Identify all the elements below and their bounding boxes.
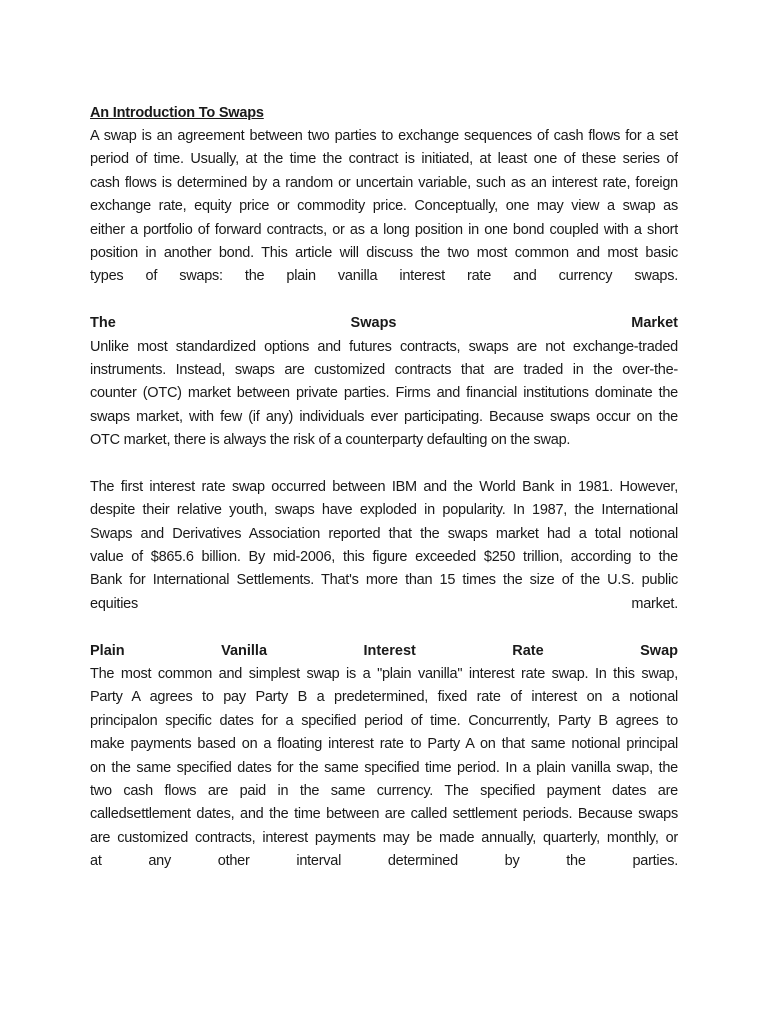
text-line: two cash flows are paid in the same currency. The specified payment dates are <box>90 782 678 799</box>
text-line: The most common and simplest swap is a "plain vanilla" interest rate swap. In this swap, <box>90 665 678 682</box>
paragraph-gap <box>90 616 678 639</box>
text-line: at any other interval determined by the parties. <box>90 853 678 870</box>
section-heading-plain-vanilla: Plain Vanilla Interest Rate Swap <box>90 642 678 659</box>
text-line: calledsettlement dates, and the time between are called settlement periods. Because swaps <box>90 806 678 823</box>
text-line: cash flows is determined by a random or uncertain variable, such as an interest rate, foreign <box>90 174 678 191</box>
intro-paragraph <box>90 125 678 289</box>
text-line: Party A agrees to pay Party B a predetermined, fixed rate of interest on a notional <box>90 689 678 706</box>
text-line: instruments. Instead, swaps are customized contracts that are traded in the over-the- <box>90 361 678 378</box>
text-line: despite their relative youth, swaps have exploded in popularity. In 1987, the International <box>90 502 678 519</box>
text-line: A swap is an agreement between two parties to exchange sequences of cash flows for a set <box>90 128 678 144</box>
section-heading-swaps-market: The Swaps Market <box>90 315 678 332</box>
text-line: OTC market, there is always the risk of a counterparty defaulting on the swap. <box>90 432 571 449</box>
text-line: exchange rate, equity price or commodity price. Conceptually, one may view a swap as <box>90 198 678 215</box>
text-line: on the same specified dates for the same specified time period. In a plain vanilla swap, the <box>90 759 678 776</box>
text-line: either a portfolio of forward contracts, or as a long position in one bond coupled with a short <box>90 221 678 238</box>
history-paragraph <box>90 476 678 616</box>
text-line: position in another bond. This article will discuss the two most common and most basic <box>90 244 678 261</box>
text-line: Swaps and Derivatives Association reported that the swaps market had a total notional <box>90 525 678 542</box>
text-line: counter (OTC) market between private parties. Firms and financial institutions dominate the <box>90 385 678 402</box>
swaps-market-paragraph <box>90 336 678 453</box>
text-line: make payments based on a floating interest rate to Party A on that same notional principal <box>90 736 678 753</box>
paragraph-gap <box>90 289 678 312</box>
text-line: types of swaps: the plain vanilla interest rate and currency swaps. <box>90 268 678 285</box>
text-line: Bank for International Settlements. That's more than 15 times the size of the U.S. public <box>90 572 678 589</box>
plain-vanilla-paragraph <box>90 663 678 874</box>
text-line: equities market. <box>90 595 678 612</box>
text-line: swaps market, with few (if any) individuals ever participating. Because swaps occur on the <box>90 408 678 425</box>
text-line: are customized contracts, interest payments may be made annually, quarterly, monthly, or <box>90 829 678 846</box>
document-page <box>90 101 678 874</box>
text-line: principalon specific dates for a specified period of time. Concurrently, Party B agrees to <box>90 712 678 729</box>
document-title: An Introduction To Swaps <box>90 105 264 121</box>
paragraph-gap <box>90 452 678 475</box>
text-line: The first interest rate swap occurred between IBM and the World Bank in 1981. However, <box>90 478 678 495</box>
text-line: Unlike most standardized options and futures contracts, swaps are not exchange-traded <box>90 338 678 355</box>
text-line: period of time. Usually, at the time the contract is initiated, at least one of these series of <box>90 151 678 168</box>
text-line: value of $865.6 billion. By mid-2006, this figure exceeded $250 trillion, according to the <box>90 549 678 566</box>
